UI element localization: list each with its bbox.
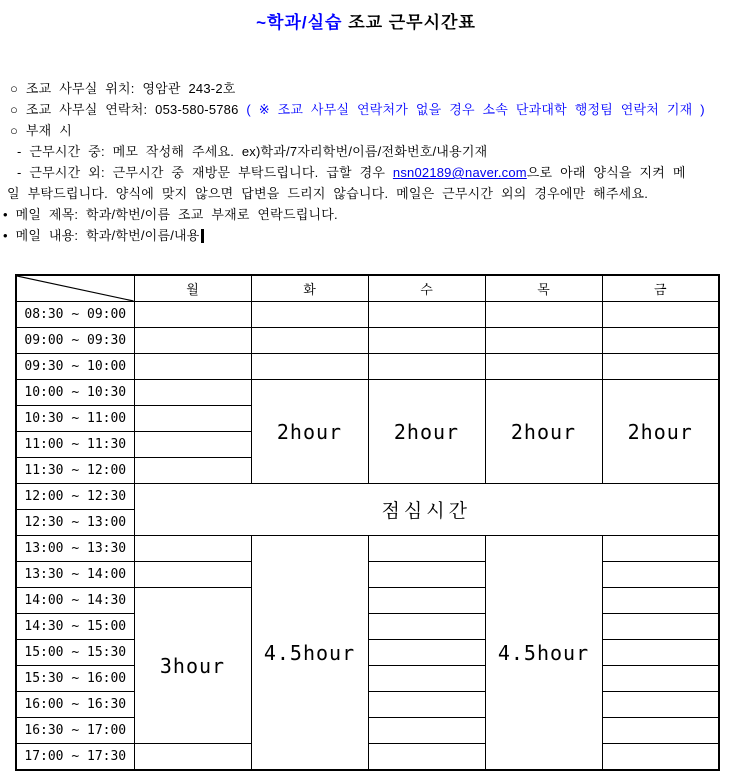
title-accent-text: ~학과/실습 — [256, 13, 343, 32]
schedule-cell — [368, 536, 485, 562]
schedule-cell — [134, 562, 251, 588]
outside-hours-cont-text: 일 부탁드립니다. 양식에 맞지 않으면 답변을 드리지 않습니다. 메일은 근무시간 외의 경우에만 해주세요. — [7, 186, 649, 201]
schedule-cell — [368, 640, 485, 666]
time-slot-cell: 14:00 ~ 14:30 — [16, 588, 134, 614]
title-rest-text: 조교 근무시간표 — [342, 13, 476, 32]
note-line-office-location — [0, 78, 730, 99]
schedule-cell — [134, 328, 251, 354]
schedule-cell — [134, 536, 251, 562]
table-row — [16, 588, 719, 614]
schedule-cell — [368, 692, 485, 718]
table-row — [16, 302, 719, 328]
table-row — [16, 718, 719, 744]
note-line-during-hours — [0, 141, 730, 162]
note-line-mail-subject — [0, 204, 730, 225]
schedule-table-body — [16, 275, 719, 770]
schedule-cell — [602, 666, 719, 692]
office-contact-note-text: ( ※ 조교 사무실 연락처가 없을 경우 소속 단과대학 행정팀 연락처 기재 ) — [246, 102, 705, 117]
time-slot-cell: 17:00 ~ 17:30 — [16, 744, 134, 771]
duration-cell: 2hour — [368, 380, 485, 484]
schedule-cell — [251, 302, 368, 328]
schedule-cell — [602, 302, 719, 328]
schedule-cell — [602, 640, 719, 666]
schedule-cell — [602, 692, 719, 718]
schedule-cell — [251, 354, 368, 380]
office-contact-text: ○ 조교 사무실 연락처: 053-580-5786 — [10, 102, 247, 117]
schedule-cell — [368, 588, 485, 614]
day-header-tue: 화 — [251, 275, 368, 302]
day-header-fri: 금 — [602, 275, 719, 302]
schedule-cell — [368, 614, 485, 640]
schedule-cell — [602, 744, 719, 771]
schedule-cell — [602, 588, 719, 614]
page-title — [0, 8, 732, 33]
time-slot-cell: 13:00 ~ 13:30 — [16, 536, 134, 562]
office-location-text: ○ 조교 사무실 위치: 영암관 243-2호 — [10, 81, 236, 96]
table-row — [16, 328, 719, 354]
schedule-cell — [368, 328, 485, 354]
duration-cell: 2hour — [485, 380, 602, 484]
note-line-office-contact — [0, 99, 730, 120]
schedule-cell — [485, 354, 602, 380]
outside-hours-post-text: 으로 아래 양식을 지켜 메 — [526, 165, 686, 180]
time-slot-cell: 16:30 ~ 17:00 — [16, 718, 134, 744]
schedule-cell — [602, 536, 719, 562]
schedule-cell — [368, 354, 485, 380]
schedule-cell — [134, 432, 251, 458]
outside-hours-text: - 근무시간 외: 근무시간 중 재방문 부탁드립니다. 급할 경우 — [17, 165, 393, 180]
table-row — [16, 666, 719, 692]
email-link[interactable]: nsn02189@naver.com — [392, 165, 527, 180]
time-slot-cell: 10:00 ~ 10:30 — [16, 380, 134, 406]
schedule-cell — [602, 354, 719, 380]
schedule-cell — [134, 380, 251, 406]
schedule-cell — [368, 302, 485, 328]
time-slot-cell: 10:30 ~ 11:00 — [16, 406, 134, 432]
time-slot-cell: 12:00 ~ 12:30 — [16, 484, 134, 510]
schedule-cell — [602, 328, 719, 354]
schedule-cell — [368, 718, 485, 744]
day-header-mon: 월 — [134, 275, 251, 302]
absence-heading-text: ○ 부재 시 — [10, 123, 72, 138]
duration-cell: 4.5hour — [251, 536, 368, 771]
table-row — [16, 614, 719, 640]
time-slot-cell: 09:30 ~ 10:00 — [16, 354, 134, 380]
table-row — [16, 484, 719, 510]
time-slot-cell: 16:00 ~ 16:30 — [16, 692, 134, 718]
lunch-break-cell: 점심시간 — [134, 484, 719, 536]
schedule-cell — [134, 354, 251, 380]
time-slot-cell: 09:00 ~ 09:30 — [16, 328, 134, 354]
time-slot-cell: 11:30 ~ 12:00 — [16, 458, 134, 484]
table-row — [16, 354, 719, 380]
table-row — [16, 536, 719, 562]
during-hours-text: - 근무시간 중: 메모 작성해 주세요. ex)학과/7자리학번/이름/전화번호/내용기재 — [17, 144, 488, 159]
time-slot-cell: 14:30 ~ 15:00 — [16, 614, 134, 640]
duration-cell: 2hour — [251, 380, 368, 484]
table-row — [16, 640, 719, 666]
schedule-cell — [134, 302, 251, 328]
time-slot-cell: 13:30 ~ 14:00 — [16, 562, 134, 588]
schedule-table — [15, 274, 720, 771]
schedule-cell — [134, 744, 251, 771]
schedule-cell — [602, 562, 719, 588]
diagonal-header-cell — [16, 275, 134, 302]
text-cursor — [201, 229, 204, 243]
time-slot-cell: 12:30 ~ 13:00 — [16, 510, 134, 536]
table-row — [16, 562, 719, 588]
schedule-cell — [602, 614, 719, 640]
time-slot-cell: 08:30 ~ 09:00 — [16, 302, 134, 328]
schedule-cell — [134, 406, 251, 432]
duration-cell: 3hour — [134, 588, 251, 744]
mail-subject-text: • 메일 제목: 학과/학번/이름 조교 부재로 연락드립니다. — [3, 207, 338, 222]
schedule-cell — [368, 744, 485, 771]
day-header-thu: 목 — [485, 275, 602, 302]
schedule-cell — [368, 562, 485, 588]
duration-cell: 4.5hour — [485, 536, 602, 771]
time-slot-cell: 15:00 ~ 15:30 — [16, 640, 134, 666]
table-row — [16, 380, 719, 406]
schedule-cell — [251, 328, 368, 354]
schedule-cell — [602, 718, 719, 744]
schedule-cell — [368, 666, 485, 692]
table-row — [16, 744, 719, 771]
schedule-cell — [485, 328, 602, 354]
schedule-cell — [485, 302, 602, 328]
diagonal-divider-line — [17, 276, 134, 301]
note-line-absence — [0, 120, 730, 141]
note-line-outside-hours — [0, 162, 730, 183]
header-row — [16, 275, 719, 302]
table-row — [16, 692, 719, 718]
duration-cell: 2hour — [602, 380, 719, 484]
mail-body-text: • 메일 내용: 학과/학번/이름/내용 — [3, 228, 200, 243]
time-slot-cell: 15:30 ~ 16:00 — [16, 666, 134, 692]
note-line-outside-hours-cont — [0, 183, 730, 204]
notes-section — [0, 78, 730, 246]
schedule-cell — [134, 458, 251, 484]
time-slot-cell: 11:00 ~ 11:30 — [16, 432, 134, 458]
day-header-wed: 수 — [368, 275, 485, 302]
note-line-mail-body — [0, 225, 730, 246]
